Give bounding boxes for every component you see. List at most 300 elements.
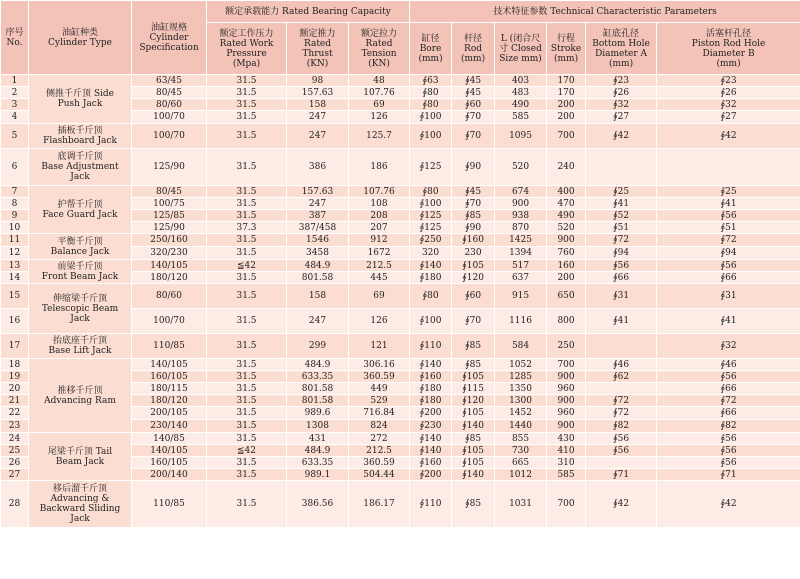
specification-cell: 63/45 [132,75,207,87]
bottom-hole-cell [586,383,657,395]
bore-cell: ∮140 [410,433,452,445]
row-number-cell: 26 [1,457,29,469]
rod-cell: ∮140 [452,469,495,481]
stroke-cell: 900 [547,420,586,433]
bore-cell: ∮80 [410,99,452,111]
piston-hole-cell: ∮82 [657,420,800,433]
rod-cell: ∮45 [452,186,495,198]
table-row [1,284,800,309]
rod-cell: ∮70 [452,309,495,334]
pressure-cell: 31.5 [207,284,287,309]
thrust-cell: 247 [287,309,349,334]
row-number-cell: 14 [1,272,29,284]
tension-cell: 121 [349,334,410,359]
bottom-hole-cell: ∮46 [586,359,657,371]
row-number-cell: 8 [1,198,29,210]
specification-cell: 200/140 [132,469,207,481]
cylinder-type-cell: 尾梁千斤顶 Tail Beam Jack [29,433,132,481]
piston-hole-cell: ∮32 [657,99,800,111]
thrust-cell: 484.9 [287,359,349,371]
rod-cell: 230 [452,247,495,260]
tension-cell: 186 [349,149,410,186]
tension-cell: 125.7 [349,124,410,149]
pressure-cell: 31.5 [207,420,287,433]
stroke-cell: 200 [547,272,586,284]
bottom-hole-cell [586,334,657,359]
rod-cell: ∮160 [452,234,495,247]
tension-cell: 824 [349,420,410,433]
thrust-cell: 299 [287,334,349,359]
bore-cell: ∮200 [410,469,452,481]
cylinder-type-cell: 平衡千斤顶 Balance Jack [29,234,132,260]
rod-cell: ∮115 [452,383,495,395]
piston-hole-cell: ∮56 [657,260,800,272]
stroke-cell: 310 [547,457,586,469]
tension-cell: 107.76 [349,186,410,198]
table-row [1,334,800,359]
tension-cell: 69 [349,99,410,111]
row-number-cell: 19 [1,371,29,383]
bore-cell: ∮125 [410,222,452,234]
closed-size-cell: 1440 [495,420,547,433]
stroke-cell: 160 [547,260,586,272]
rod-cell: ∮70 [452,124,495,149]
header-bore: 缸径 Bore (mm) [410,23,452,75]
specification-cell: 125/90 [132,222,207,234]
bottom-hole-cell: ∮25 [586,186,657,198]
cylinder-type-cell: 底调千斤顶 Base Adjustment Jack [29,149,132,186]
closed-size-cell: 674 [495,186,547,198]
pressure-cell: 31.5 [207,457,287,469]
stroke-cell: 960 [547,407,586,420]
stroke-cell: 700 [547,359,586,371]
bore-cell: ∮100 [410,111,452,124]
piston-hole-cell: ∮42 [657,481,800,528]
rod-cell: ∮70 [452,111,495,124]
pressure-cell: ≦42 [207,260,287,272]
pressure-cell: 31.5 [207,371,287,383]
closed-size-cell: 1012 [495,469,547,481]
stroke-cell: 430 [547,433,586,445]
bore-cell: ∮180 [410,395,452,407]
tension-cell: 306.16 [349,359,410,371]
table-row [1,433,800,445]
tension-cell: 69 [349,284,410,309]
piston-hole-cell: ∮56 [657,210,800,222]
specification-cell: 110/85 [132,481,207,528]
header-no: 序号 No. [1,1,29,75]
header-closed-size: L (闭合尺 寸 Closed Size mm) [495,23,547,75]
cylinder-type-cell: 插板千斤顶 Flashboard Jack [29,124,132,149]
thrust-cell: 633.35 [287,371,349,383]
piston-hole-cell: ∮23 [657,75,800,87]
stroke-cell: 400 [547,186,586,198]
stroke-cell: 900 [547,234,586,247]
closed-size-cell: 900 [495,198,547,210]
cylinder-type-cell: 推移千斤顶 Advancing Ram [29,359,132,433]
tension-cell: 212.5 [349,445,410,457]
rod-cell: ∮90 [452,149,495,186]
stroke-cell: 585 [547,469,586,481]
bottom-hole-cell: ∮41 [586,198,657,210]
tension-cell: 360.59 [349,457,410,469]
thrust-cell: 157.63 [287,186,349,198]
bottom-hole-cell: ∮23 [586,75,657,87]
bottom-hole-cell: ∮62 [586,371,657,383]
row-number-cell: 15 [1,284,29,309]
tension-cell: 207 [349,222,410,234]
bore-cell: ∮100 [410,124,452,149]
bore-cell: 320 [410,247,452,260]
bore-cell: ∮110 [410,481,452,528]
closed-size-cell: 1425 [495,234,547,247]
pressure-cell: 31.5 [207,247,287,260]
specification-cell: 110/85 [132,334,207,359]
bottom-hole-cell: ∮56 [586,433,657,445]
rod-cell: ∮45 [452,87,495,99]
thrust-cell: 158 [287,284,349,309]
bottom-hole-cell: ∮56 [586,260,657,272]
piston-hole-cell: ∮26 [657,87,800,99]
header-bottom-hole-a: 缸底孔径 Bottom Hole Diameter A (mm) [586,23,657,75]
thrust-cell: 1546 [287,234,349,247]
closed-size-cell: 403 [495,75,547,87]
specification-cell: 140/105 [132,359,207,371]
closed-size-cell: 855 [495,433,547,445]
table-header [1,1,800,75]
cylinder-type-cell: 侧推千斤顶 Side Push Jack [29,75,132,124]
row-number-cell: 9 [1,210,29,222]
pressure-cell: 31.5 [207,359,287,371]
stroke-cell: 470 [547,198,586,210]
piston-hole-cell: ∮51 [657,222,800,234]
bore-cell: ∮180 [410,383,452,395]
stroke-cell: 240 [547,149,586,186]
piston-hole-cell: ∮94 [657,247,800,260]
bore-cell: ∮80 [410,186,452,198]
closed-size-cell: 585 [495,111,547,124]
header-cylinder-type: 油缸种类 Cylinder Type [29,1,132,75]
stroke-cell: 760 [547,247,586,260]
bottom-hole-cell: ∮72 [586,234,657,247]
bore-cell: ∮180 [410,272,452,284]
table-row [1,359,800,371]
closed-size-cell: 1300 [495,395,547,407]
stroke-cell: 490 [547,210,586,222]
thrust-cell: 989.1 [287,469,349,481]
tension-cell: 186.17 [349,481,410,528]
bore-cell: ∮140 [410,359,452,371]
bottom-hole-cell: ∮42 [586,481,657,528]
tension-cell: 445 [349,272,410,284]
bottom-hole-cell: ∮27 [586,111,657,124]
thrust-cell: 431 [287,433,349,445]
bottom-hole-cell: ∮72 [586,407,657,420]
thrust-cell: 633.35 [287,457,349,469]
closed-size-cell: 1394 [495,247,547,260]
table-body [1,75,800,528]
thrust-cell: 98 [287,75,349,87]
header-rated-thrust: 额定推力 Rated Thrust (KN) [287,23,349,75]
row-number-cell: 3 [1,99,29,111]
bore-cell: ∮140 [410,260,452,272]
specification-cell: 140/105 [132,260,207,272]
stroke-cell: 170 [547,75,586,87]
closed-size-cell: 730 [495,445,547,457]
stroke-cell: 700 [547,481,586,528]
thrust-cell: 387 [287,210,349,222]
header-specification: 油缸规格 Cylinder Specification [132,1,207,75]
pressure-cell: 31.5 [207,433,287,445]
header-rated-pressure: 额定工作压力 Rated Work Pressure (Mpa) [207,23,287,75]
tension-cell: 529 [349,395,410,407]
piston-hole-cell: ∮72 [657,395,800,407]
pressure-cell: 31.5 [207,334,287,359]
stroke-cell: 520 [547,222,586,234]
closed-size-cell: 1052 [495,359,547,371]
specification-cell: 100/70 [132,111,207,124]
rod-cell: ∮105 [452,260,495,272]
piston-hole-cell: ∮25 [657,186,800,198]
row-number-cell: 28 [1,481,29,528]
rod-cell: ∮85 [452,334,495,359]
closed-size-cell: 1285 [495,371,547,383]
specification-cell: 160/105 [132,371,207,383]
pressure-cell: 31.5 [207,481,287,528]
cylinder-type-cell: 前梁千斤顶 Front Beam Jack [29,260,132,284]
header-stroke: 行程 Stroke (mm) [547,23,586,75]
rod-cell: ∮105 [452,457,495,469]
tension-cell: 360.59 [349,371,410,383]
row-number-cell: 24 [1,433,29,445]
bore-cell: ∮160 [410,457,452,469]
tension-cell: 107.76 [349,87,410,99]
thrust-cell: 484.9 [287,445,349,457]
thrust-cell: 484.9 [287,260,349,272]
row-number-cell: 13 [1,260,29,272]
bore-cell: ∮63 [410,75,452,87]
rod-cell: ∮105 [452,445,495,457]
rod-cell: ∮60 [452,284,495,309]
pressure-cell: 31.5 [207,272,287,284]
thrust-cell: 386.56 [287,481,349,528]
piston-hole-cell: ∮56 [657,433,800,445]
table-row [1,124,800,149]
rod-cell: ∮105 [452,407,495,420]
tension-cell: 1672 [349,247,410,260]
specification-cell: 80/60 [132,284,207,309]
piston-hole-cell: ∮56 [657,445,800,457]
closed-size-cell: 870 [495,222,547,234]
rod-cell: ∮70 [452,198,495,210]
bottom-hole-cell: ∮71 [586,469,657,481]
stroke-cell: 200 [547,111,586,124]
thrust-cell: 801.58 [287,395,349,407]
tension-cell: 126 [349,309,410,334]
bore-cell: ∮160 [410,371,452,383]
stroke-cell: 900 [547,395,586,407]
specification-cell: 100/70 [132,309,207,334]
rod-cell: ∮105 [452,371,495,383]
stroke-cell: 410 [547,445,586,457]
pressure-cell: 31.5 [207,383,287,395]
pressure-cell: 31.5 [207,234,287,247]
bore-cell: ∮200 [410,407,452,420]
stroke-cell: 700 [547,124,586,149]
bottom-hole-cell: ∮31 [586,284,657,309]
closed-size-cell: 665 [495,457,547,469]
cylinder-type-cell: 伸缩梁千斤顶 Telescopic Beam Jack [29,284,132,334]
closed-size-cell: 1095 [495,124,547,149]
specification-cell: 200/105 [132,407,207,420]
specification-cell: 80/45 [132,186,207,198]
bottom-hole-cell: ∮41 [586,309,657,334]
piston-hole-cell: ∮71 [657,469,800,481]
header-piston-hole-b: 活塞杆孔径 Piston Rod Hole Diameter B (mm) [657,23,800,75]
specification-cell: 100/75 [132,198,207,210]
row-number-cell: 11 [1,234,29,247]
rod-cell: ∮120 [452,272,495,284]
pressure-cell: 31.5 [207,407,287,420]
closed-size-cell: 520 [495,149,547,186]
tension-cell: 212.5 [349,260,410,272]
tension-cell: 272 [349,433,410,445]
row-number-cell: 6 [1,149,29,186]
specification-cell: 140/85 [132,433,207,445]
row-number-cell: 5 [1,124,29,149]
specification-cell: 250/160 [132,234,207,247]
closed-size-cell: 490 [495,99,547,111]
thrust-cell: 247 [287,198,349,210]
piston-hole-cell: ∮42 [657,124,800,149]
specification-cell: 320/230 [132,247,207,260]
bore-cell: ∮140 [410,445,452,457]
pressure-cell: 31.5 [207,210,287,222]
rod-cell: ∮85 [452,481,495,528]
pressure-cell: 31.5 [207,469,287,481]
specification-cell: 125/85 [132,210,207,222]
rod-cell: ∮60 [452,99,495,111]
stroke-cell: 960 [547,383,586,395]
closed-size-cell: 915 [495,284,547,309]
specification-cell: 180/120 [132,395,207,407]
row-number-cell: 12 [1,247,29,260]
pressure-cell: 31.5 [207,111,287,124]
tension-cell: 504.44 [349,469,410,481]
bottom-hole-cell: ∮42 [586,124,657,149]
table-row [1,481,800,528]
rod-cell: ∮120 [452,395,495,407]
table-row [1,186,800,198]
specification-cell: 125/90 [132,149,207,186]
piston-hole-cell: ∮27 [657,111,800,124]
closed-size-cell: 1452 [495,407,547,420]
pressure-cell: 31.5 [207,309,287,334]
row-number-cell: 21 [1,395,29,407]
specification-cell: 100/70 [132,124,207,149]
stroke-cell: 200 [547,99,586,111]
closed-size-cell: 483 [495,87,547,99]
header-rated-bearing-capacity: 额定承载能力 Rated Bearing Capacity [207,1,410,23]
closed-size-cell: 1350 [495,383,547,395]
specification-cell: 140/105 [132,445,207,457]
piston-hole-cell: ∮41 [657,309,800,334]
cylinder-type-cell: 护帮千斤顶 Face Guard Jack [29,186,132,234]
tension-cell: 108 [349,198,410,210]
closed-size-cell: 637 [495,272,547,284]
header-rated-tension: 额定拉力 Rated Tension (KN) [349,23,410,75]
rod-cell: ∮90 [452,222,495,234]
tension-cell: 912 [349,234,410,247]
closed-size-cell: 1116 [495,309,547,334]
specification-cell: 80/45 [132,87,207,99]
piston-hole-cell: ∮46 [657,359,800,371]
rod-cell: ∮140 [452,420,495,433]
pressure-cell: 31.5 [207,87,287,99]
bore-cell: ∮100 [410,198,452,210]
thrust-cell: 801.58 [287,272,349,284]
bore-cell: ∮250 [410,234,452,247]
piston-hole-cell: ∮66 [657,383,800,395]
piston-hole-cell: ∮41 [657,198,800,210]
thrust-cell: 386 [287,149,349,186]
piston-hole-cell: ∮32 [657,334,800,359]
thrust-cell: 1308 [287,420,349,433]
thrust-cell: 3458 [287,247,349,260]
specification-cell: 80/60 [132,99,207,111]
rod-cell: ∮45 [452,75,495,87]
row-number-cell: 10 [1,222,29,234]
thrust-cell: 387/458 [287,222,349,234]
row-number-cell: 4 [1,111,29,124]
tension-cell: 208 [349,210,410,222]
specification-cell: 180/120 [132,272,207,284]
thrust-cell: 157.63 [287,87,349,99]
pressure-cell: 37.3 [207,222,287,234]
piston-hole-cell: ∮66 [657,272,800,284]
closed-size-cell: 517 [495,260,547,272]
cylinder-type-cell: 移后溜千斤顶 Advancing & Backward Sliding Jack [29,481,132,528]
thrust-cell: 989.6 [287,407,349,420]
bottom-hole-cell: ∮32 [586,99,657,111]
pressure-cell: 31.5 [207,124,287,149]
row-number-cell: 7 [1,186,29,198]
bottom-hole-cell: ∮51 [586,222,657,234]
rod-cell: ∮85 [452,433,495,445]
table-row [1,75,800,87]
bore-cell: ∮80 [410,87,452,99]
pressure-cell: 31.5 [207,149,287,186]
piston-hole-cell: ∮72 [657,234,800,247]
table-row [1,149,800,186]
pressure-cell: 31.5 [207,198,287,210]
piston-hole-cell [657,149,800,186]
header-rod: 杆径 Rod (mm) [452,23,495,75]
table-row [1,234,800,247]
stroke-cell: 250 [547,334,586,359]
bottom-hole-cell [586,457,657,469]
stroke-cell: 650 [547,284,586,309]
thrust-cell: 247 [287,111,349,124]
stroke-cell: 800 [547,309,586,334]
tension-cell: 126 [349,111,410,124]
tension-cell: 48 [349,75,410,87]
row-number-cell: 18 [1,359,29,371]
bottom-hole-cell [586,149,657,186]
row-number-cell: 16 [1,309,29,334]
bore-cell: ∮110 [410,334,452,359]
stroke-cell: 170 [547,87,586,99]
